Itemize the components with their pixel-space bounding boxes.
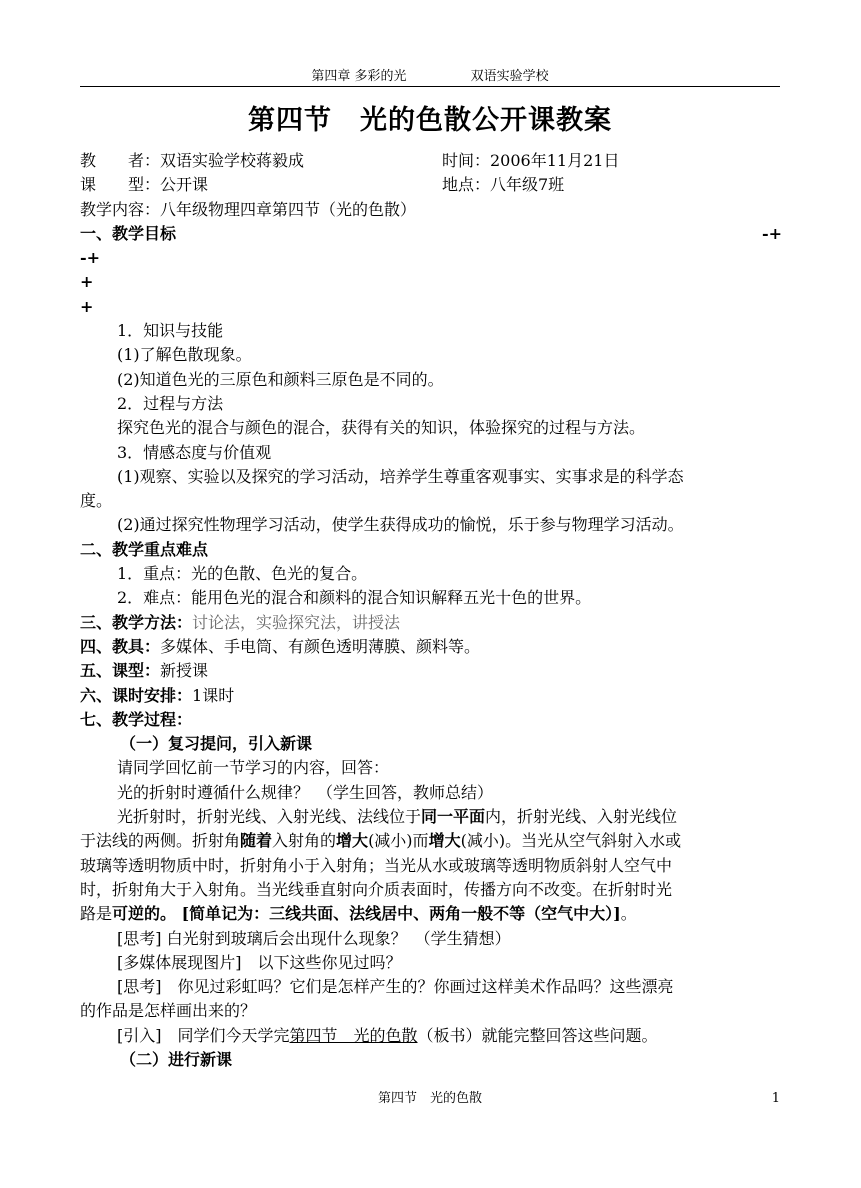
document-title: 第四节 光的色散公开课教案 — [248, 105, 612, 136]
page-header — [80, 69, 780, 85]
bold-run: 随着 — [240, 831, 273, 851]
paragraph-line — [80, 829, 782, 853]
meta-place: 地点：八年级7班 — [442, 175, 565, 195]
section-3-title: 三、教学方法： — [80, 612, 193, 632]
paragraph-line: 光的折射时遵循什么规律？ （学生回答，教师总结） — [117, 782, 494, 802]
text-run: 内，折射光线、入射光线位 — [485, 807, 678, 827]
meta-row-1 — [80, 149, 782, 173]
section-5-value: 新授课 — [160, 661, 209, 681]
paragraph-line: (2)通过探究性物理学习活动，使学生获得成功的愉悦，乐于参与物理学习活动。 — [117, 515, 684, 535]
section-4-title: 四、教具： — [80, 636, 161, 656]
bold-run: 增大 — [336, 831, 369, 851]
section-2-title: 二、教学重点难点 — [80, 539, 209, 559]
list-item: 探究色光的混合与颜色的混合，获得有关的知识，体验探究的过程与方法。 — [117, 418, 646, 438]
paragraph-line: 请同学回忆前一节学习的内容，回答： — [117, 758, 390, 778]
text-run: (减小)。当光从空气斜射入水或 — [460, 831, 682, 851]
header-school: 双语实验学校 — [470, 69, 549, 84]
list-item: 2．过程与方法 — [117, 393, 224, 413]
text-run: (减小)而 — [368, 831, 429, 851]
meta-content: 教学内容：八年级物理四章第四节（光的色散） — [80, 199, 417, 219]
list-item: 1．重点：光的色散、色光的复合。 — [117, 564, 368, 584]
meta-row-2 — [80, 173, 782, 197]
text-run: 光折射时，折射光线、入射光线、法线位于 — [117, 807, 422, 827]
section-6 — [80, 684, 782, 708]
text-run: 路是 — [80, 904, 113, 924]
section-3-value: 讨论法，实验探究法，讲授法 — [192, 612, 401, 632]
paragraph-line: [多媒体展现图片] 以下这些你见过吗？ — [117, 952, 402, 972]
list-item: 2．难点：能用色光的混合和颜料的混合知识解释五光十色的世界。 — [117, 588, 592, 608]
section-6-title: 六、课时安排： — [80, 685, 193, 705]
meta-type: 课 型：公开课 — [80, 175, 209, 195]
paragraph-line: [思考] 白光射到玻璃后会出现什么现象？ （学生猜想） — [117, 928, 511, 948]
list-item: 1．知识与技能 — [117, 321, 224, 341]
subsection-2-title: （二）进行新课 — [120, 1049, 233, 1069]
section-6-value: 1课时 — [192, 685, 235, 705]
header-rule — [80, 86, 780, 87]
edit-mark: + — [80, 272, 94, 292]
list-item: 3．情感态度与价值观 — [117, 442, 272, 462]
text-run: 。 — [620, 904, 637, 924]
edit-mark: -+ — [80, 248, 101, 268]
paragraph-line: 的作品是怎样画出来的？ — [80, 1001, 257, 1021]
section-1-mark: -+ — [761, 223, 782, 243]
section-5 — [80, 659, 782, 683]
text-run: （板书）就能完整回答这些问题。 — [417, 1025, 658, 1045]
bold-run: 可逆的。 — [112, 904, 177, 924]
paragraph-line: [思考] 你见过彩虹吗？它们是怎样产生的？你画过这样美术作品吗？这些漂亮 — [117, 977, 674, 997]
list-item: (1)了解色散现象。 — [117, 345, 252, 365]
list-item: (2)知道色光的三原色和颜料三原色是不同的。 — [117, 369, 444, 389]
paragraph-line — [80, 805, 782, 829]
header-chapter: 第四章 多彩的光 — [311, 69, 407, 84]
section-3 — [80, 611, 782, 635]
text-run: 入射角的 — [272, 831, 337, 851]
paragraph-line: 时，折射角大于入射角。当光线垂直射向介质表面时，传播方向不改变。在折射时光 — [80, 879, 673, 899]
underlined-run: 第四节 光的色散 — [289, 1025, 418, 1045]
section-1-heading — [80, 222, 782, 246]
section-1-title: 一、教学目标 — [80, 223, 177, 243]
text-run: 于法线的两侧。折射角 — [80, 831, 241, 851]
meta-author: 教 者：双语实验学校蒋毅成 — [80, 151, 305, 170]
meta-time: 时间：2006年11月21日 — [442, 151, 620, 170]
paragraph-line — [80, 1024, 782, 1048]
page-number: 1 — [771, 1091, 780, 1106]
bold-run: 增大 — [428, 831, 461, 851]
paragraph-line: 玻璃等透明物质中时，折射角小于入射角；当光从水或玻璃等透明物质斜射人空气中 — [80, 855, 673, 875]
bold-run: [简单记为：三线共面、法线居中、两角一般不等（空气中大）] — [176, 904, 621, 924]
section-4-value: 多媒体、手电筒、有颜色透明薄膜、颜料等。 — [160, 636, 481, 656]
text-run: [引入] 同学们今天学完 — [117, 1025, 290, 1045]
footer-section: 第四节 光的色散 — [377, 1091, 482, 1106]
section-5-title: 五、课型： — [80, 661, 161, 681]
bold-run: 同一平面 — [421, 807, 486, 827]
page-footer — [80, 1091, 780, 1107]
document-body — [80, 149, 782, 1072]
section-4 — [80, 635, 782, 659]
subsection-1-title: （一）复习提问，引入新课 — [120, 734, 313, 754]
paragraph-line — [80, 902, 782, 926]
paragraph-line: (1)观察、实验以及探究的学习活动，培养学生尊重客观事实、实事求是的科学态 — [117, 466, 684, 486]
edit-mark: + — [80, 296, 94, 316]
section-7-title: 七、教学过程： — [80, 709, 193, 729]
paragraph-line: 度。 — [80, 491, 113, 511]
